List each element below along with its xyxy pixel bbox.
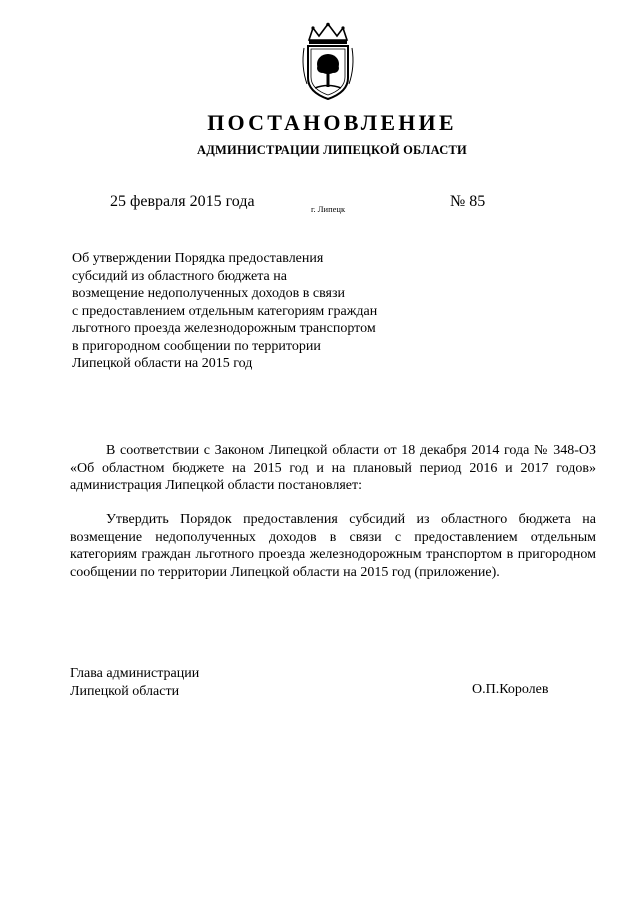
subject-line: Липецкой области на 2015 год — [72, 356, 253, 371]
preamble-paragraph: В соответствии с Законом Липецкой области от 18 декабря 2014 года № 348-ОЗ «Об областном бюджете на 2015 год и на плановый период 2016 и 2017 годов» администрация Липецкой области постановляет: — [70, 443, 596, 493]
signatory-name: О.П.Королев — [472, 682, 549, 697]
document-date: 25 февраля 2015 года — [110, 193, 255, 210]
subject-line: в пригородном сообщении по территории — [72, 338, 321, 354]
signatory-position — [70, 665, 199, 700]
document-title: ПОСТАНОВЛЕНИЕ — [207, 110, 457, 135]
signatory-position-line: Липецкой области — [70, 683, 180, 699]
subject-line: с предоставлением отдельным категориям граждан — [72, 303, 378, 319]
subject-line: Об утверждении Порядка предоставления — [72, 251, 324, 266]
subject-line: льготного проезда железнодорожным транспортом — [72, 321, 376, 336]
document-subject — [72, 250, 412, 373]
document-city: г. Липецк — [311, 204, 346, 214]
coat-of-arms-icon — [299, 22, 357, 102]
subject-line: субсидий из областного бюджета на — [72, 268, 287, 284]
subject-line: возмещение недополученных доходов в связи — [72, 286, 345, 301]
issuing-authority: АДМИНИСТРАЦИИ ЛИПЕЦКОЙ ОБЛАСТИ — [197, 143, 467, 157]
document-number: № 85 — [450, 193, 486, 210]
signatory-position-line: Глава администрации — [70, 666, 200, 681]
resolution-paragraph: Утвердить Порядок предоставления субсидий из областного бюджета на возмещение недополученных доходов в связи с предоставлением отдельным категориям граждан льготного проезда железнодорожным транспортом в пригородном сообщении по территории Липецкой области на 2015 год (приложение). — [70, 512, 596, 580]
